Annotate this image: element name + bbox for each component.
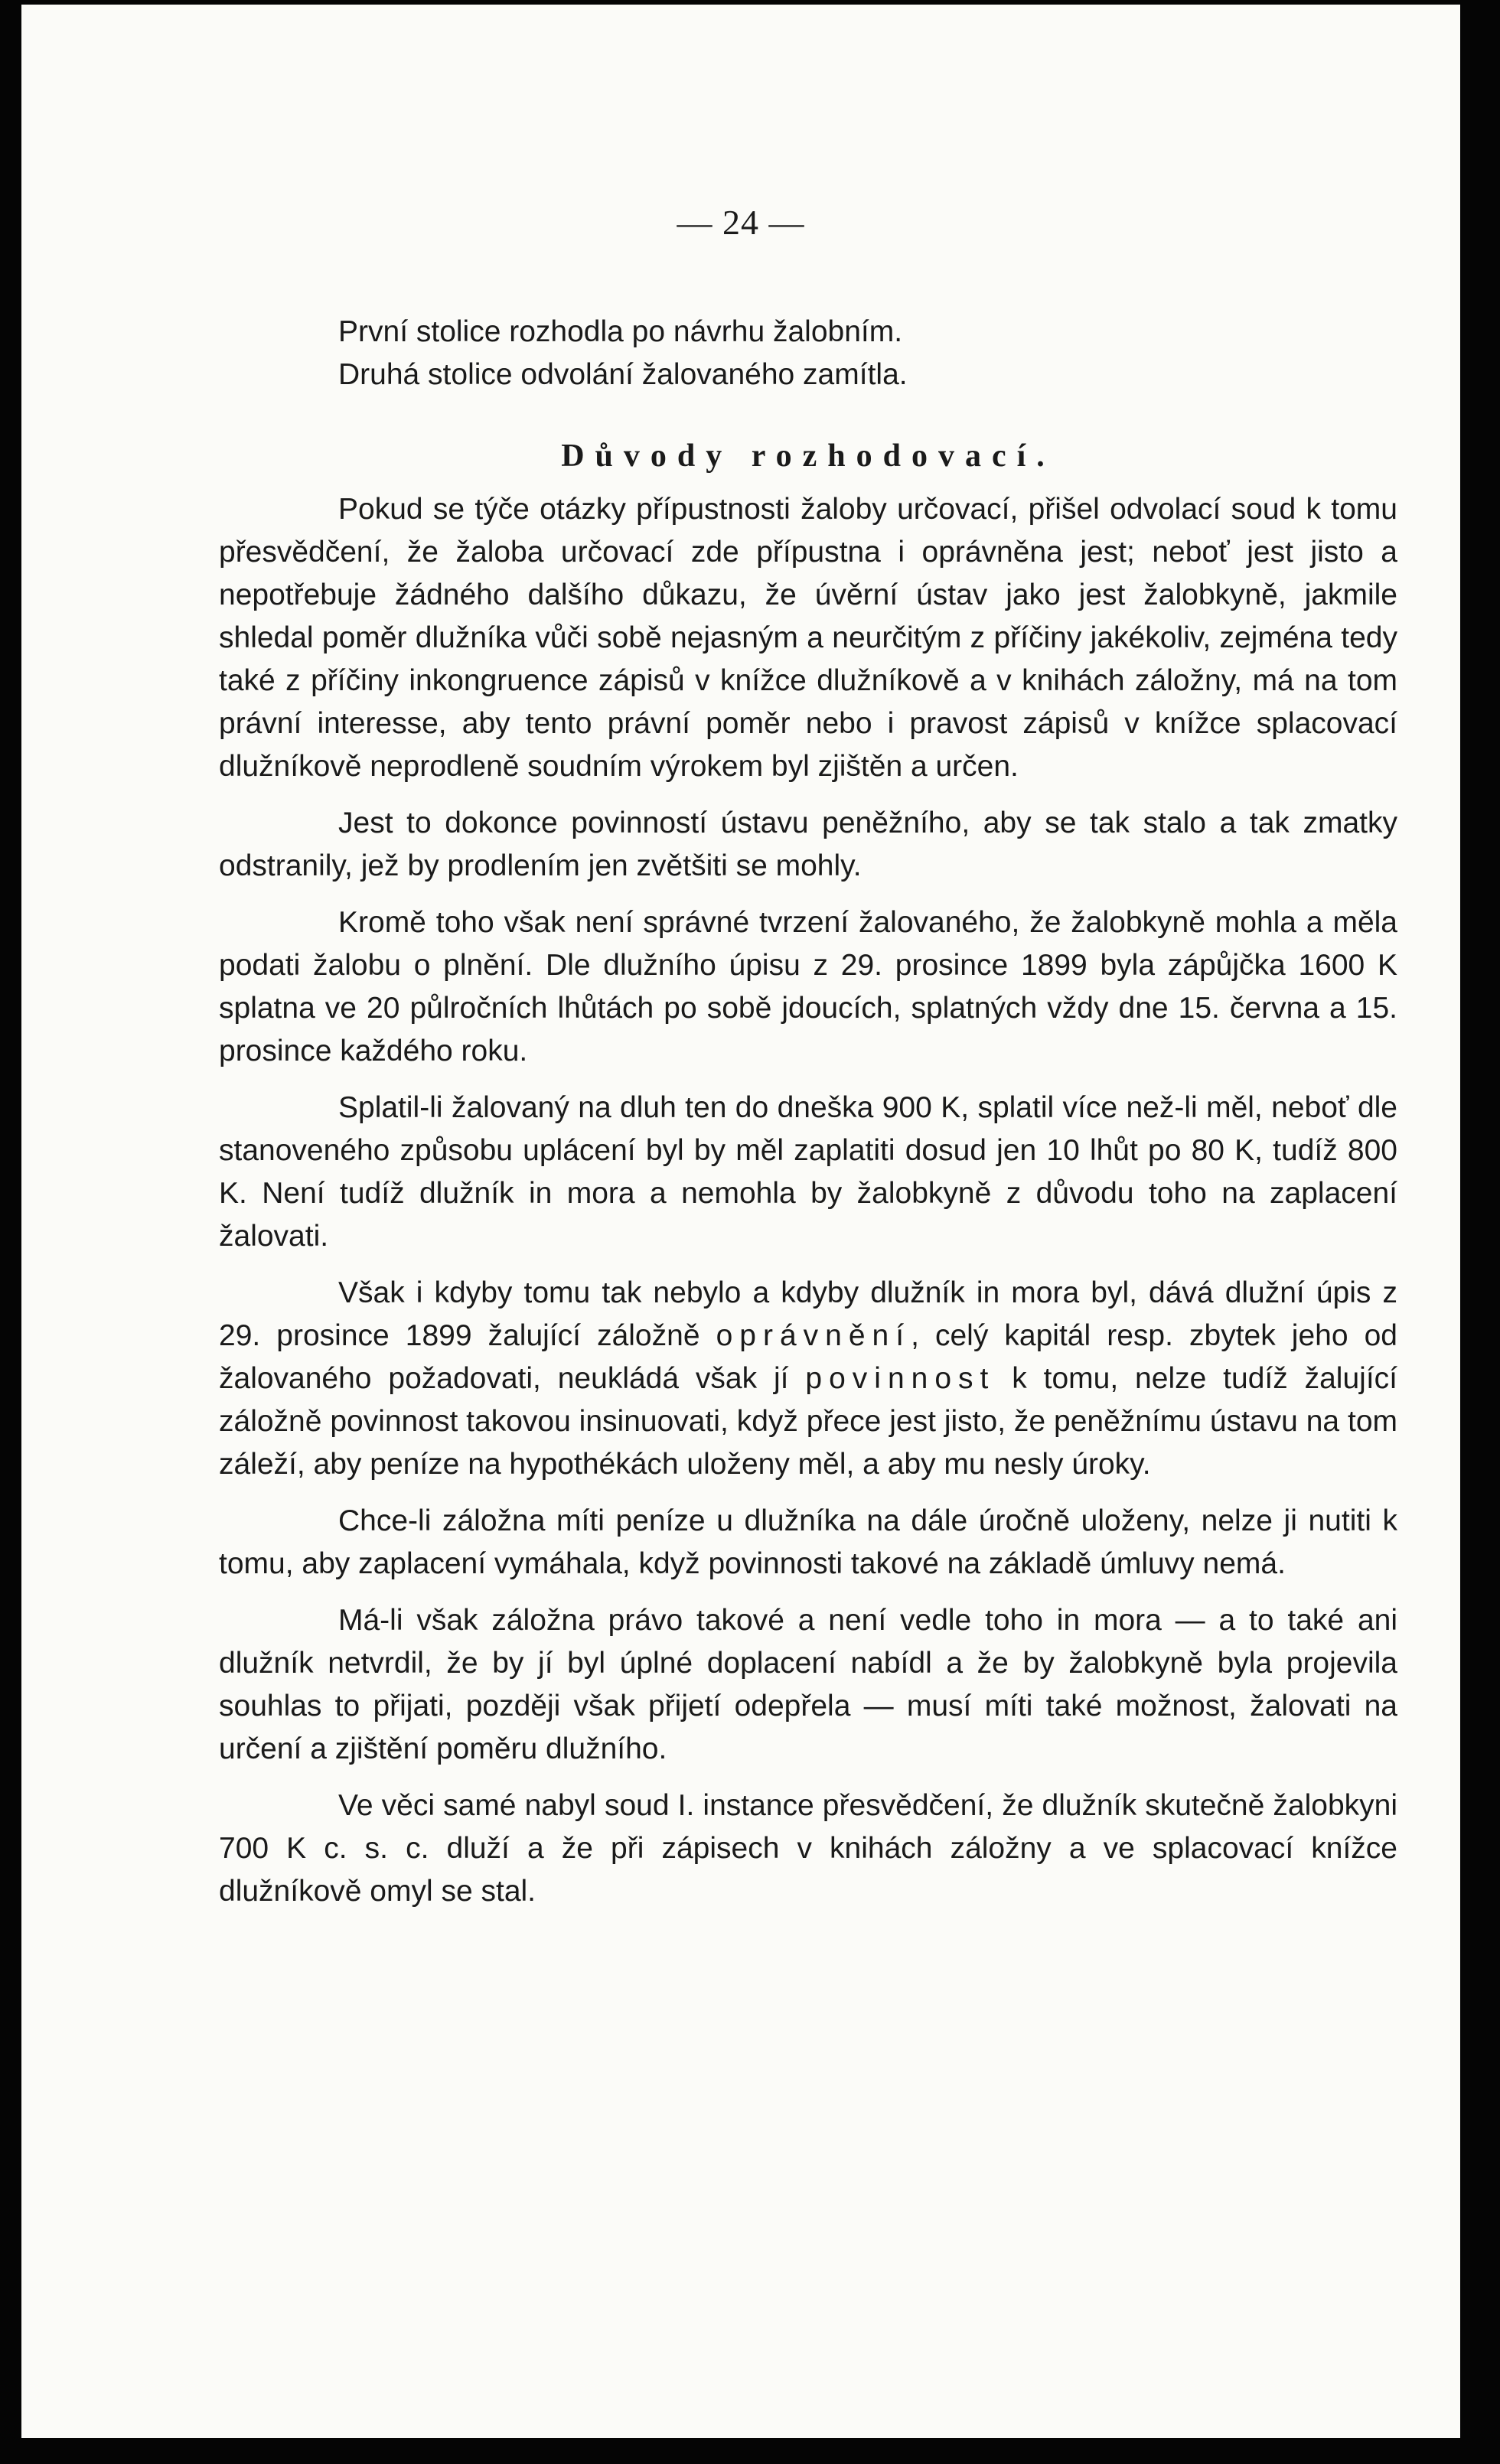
- paragraph-determination: Má-li však záložna právo takové a není vedle toho in mora — a to také ani dlužník netvrdil, že by jí byl úplné doplacení nabídl a že by žalobkyně byla projevila souhlas to přijati, později však přijetí odepřela — musí míti také možnost, žalovati na určení a zjištění poměru dlužního.: [219, 1604, 1397, 1765]
- paragraph-repayment-terms: Kromě toho však není správné tvrzení žalovaného, že žalobkyně mohla a měla podati žalobu o plnění. Dle dlužního úpisu z 29. prosince 1899 byla zápůjčka 1600 K splatna ve 20 půlročních lhůtách po sobě jdoucích, splatných vždy dne 15. června a 15. prosince každého roku.: [219, 906, 1397, 1067]
- paragraph-right-text-end: k tomu, nelze tudíž žalující záložně povinnost takovou insinuovati, když přece jest jisto, že peněžnímu ústavu na tom záleží, aby peníze na hypothékách uloženy měl, a aby mu nesly úroky.: [219, 1362, 1397, 1481]
- intro-line-second-instance: Druhá stolice odvolání žalovaného zamítla.: [338, 358, 908, 391]
- paragraph-deposit: Chce-li záložna míti peníze u dlužníka na dále úročně uloženy, nelze ji nutiti k tomu, aby zaplacení vymáhala, když povinnosti takové na základě úmluvy nemá.: [219, 1504, 1397, 1580]
- paragraph-conclusion: Ve věci samé nabyl soud I. instance přesvědčení, že dlužník skutečně žalobkyni 700 K c. s. c. dluží a že při zápisech v knihách záložny a ve splacovací knížce dlužníkově omyl se stal.: [219, 1789, 1397, 1908]
- paragraph-right-text-start: Však i kdyby tomu tak nebylo a kdyby dlužník in mora byl, dává dlužní úpis z 29. prosince 1899 žalující záložně: [219, 1276, 1397, 1352]
- paragraph-duty: Jest to dokonce povinností ústavu peněžního, aby se tak stalo a tak zmatky odstranily, jež by prodlením jen zvětšiti se mohly.: [219, 807, 1397, 882]
- spaced-term-duty: povinnost: [805, 1362, 996, 1395]
- spaced-term-right: oprávnění: [716, 1319, 911, 1352]
- page-body: [219, 311, 1397, 1913]
- intro-line-first-instance: První stolice rozhodla po návrhu žalobním.: [338, 315, 903, 348]
- paragraph-right-text-middle: , celý kapitál resp. zbytek jeho od žalovaného požadovati, neukládá však jí: [219, 1319, 1397, 1395]
- book-page: [21, 5, 1460, 2438]
- paragraph-admissibility: Pokud se týče otázky přípustnosti žaloby určovací, přišel odvolací soud k tomu přesvědčení, že žaloba určovací zde přípustna i oprávněna jest; neboť jest jisto a nepotřebuje žádného dalšího důkazu, že úvěrní ústav jako jest žalobkyně, jakmile shledal poměr dlužníka vůči sobě nejasným a neurčitým z příčiny jakékoliv, zejména tedy také z příčiny inkongruence zápisů v knížce dlužníkově a v knihách záložny, má na tom právní interesse, aby tento právní poměr nebo i pravost zápisů v knížce splacovací dlužníkově neprodleně soudním výrokem byl zjištěn a určen.: [219, 493, 1397, 783]
- paragraph-right-not-duty: [219, 1272, 1397, 1486]
- paragraph-overpayment: Splatil-li žalovaný na dluh ten do dneška 900 K, splatil více než-li měl, neboť dle stanoveného způsobu uplácení byl by měl zaplatiti dosud jen 10 lhůt po 80 K, tudíž 800 K. Není tudíž dlužník in mora a nemohla by žalobkyně z důvodu toho na zaplacení žalovati.: [219, 1091, 1397, 1253]
- page-number: — 24 —: [677, 203, 805, 242]
- section-heading: Důvody rozhodovací.: [561, 438, 1055, 474]
